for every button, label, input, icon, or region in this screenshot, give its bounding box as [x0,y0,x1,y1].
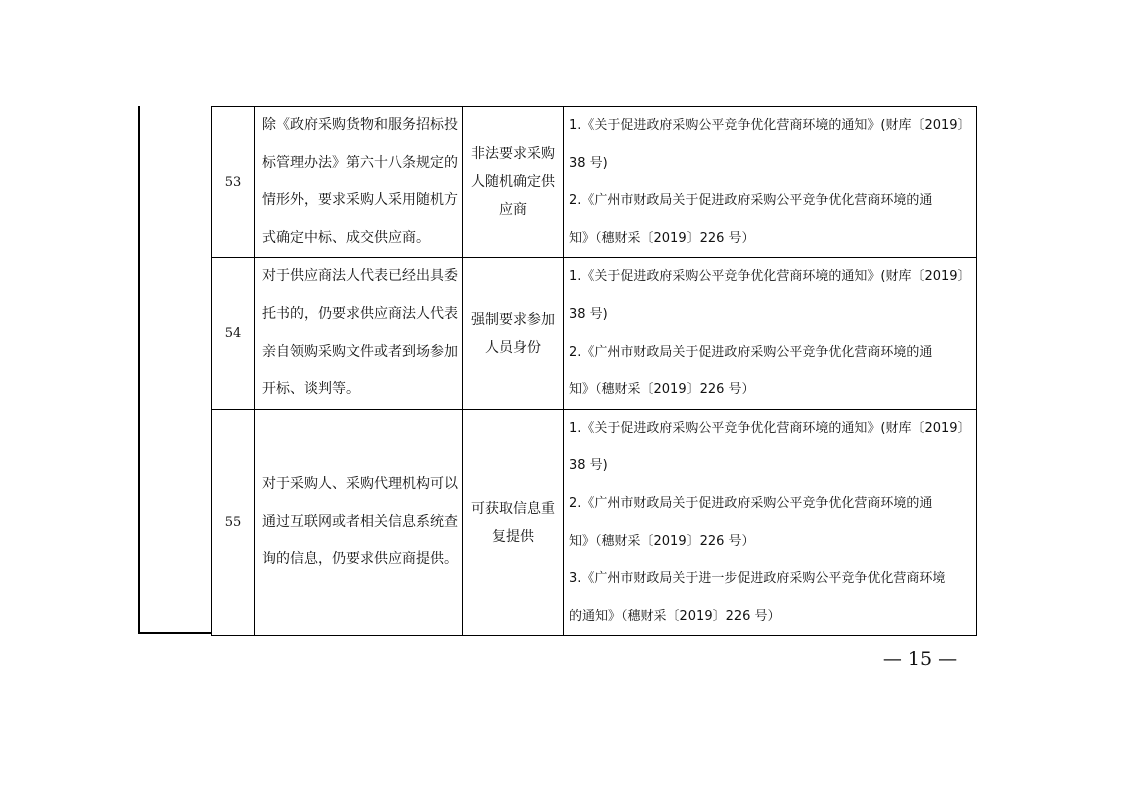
row-type: 强制要求参加人员身份 [463,258,564,409]
basis-line: 知》（穗财采〔2019〕226 号） [569,230,755,246]
basis-line: 2.《广州市财政局关于促进政府采购公平竞争优化营商环境的通 [569,495,933,511]
row-basis [564,409,977,636]
basis-line: 知》（穗财采〔2019〕226 号） [569,382,755,398]
basis-line: 2.《广州市财政局关于促进政府采购公平竞争优化营商环境的通 [569,344,933,360]
row-number: 53 [212,107,255,258]
row-description: 对于供应商法人代表已经出具委托书的，仍要求供应商法人代表亲自领购采购文件或者到场参加开标、谈判等。 [255,258,463,409]
basis-line: 知》（穗财采〔2019〕226 号） [569,533,755,549]
row-number: 54 [212,258,255,409]
row-description: 除《政府采购货物和服务招标投标管理办法》第六十八条规定的情形外，要求采购人采用随机方式确定中标、成交供应商。 [255,107,463,258]
basis-line: 1.《关于促进政府采购公平竞争优化营商环境的通知》(财库〔2019〕 [569,420,971,436]
basis-line: 38 号) [569,306,608,322]
basis-line: 3.《广州市财政局关于进一步促进政府采购公平竞争优化营商环境 [569,571,946,587]
basis-line: 1.《关于促进政府采购公平竞争优化营商环境的通知》(财库〔2019〕 [569,269,971,285]
row-basis [564,258,977,409]
table-left-border [138,106,140,633]
table-left-bottom-border [138,632,212,634]
page-number: — 15 — [882,648,958,670]
basis-line: 38 号) [569,155,608,171]
table-row [212,107,977,258]
regulation-table [211,106,977,636]
basis-line: 的通知》（穗财采〔2019〕226 号） [569,608,781,624]
row-basis [564,107,977,258]
basis-line: 2.《广州市财政局关于促进政府采购公平竞争优化营商环境的通 [569,193,933,209]
table-row [212,258,977,409]
row-number: 55 [212,409,255,636]
basis-line: 38 号) [569,458,608,474]
row-type: 可获取信息重复提供 [463,409,564,636]
basis-line: 1.《关于促进政府采购公平竞争优化营商环境的通知》(财库〔2019〕 [569,118,971,133]
row-type: 非法要求采购人随机确定供应商 [463,107,564,258]
table-row [212,409,977,636]
row-description: 对于采购人、采购代理机构可以通过互联网或者相关信息系统查询的信息，仍要求供应商提供。 [255,409,463,636]
